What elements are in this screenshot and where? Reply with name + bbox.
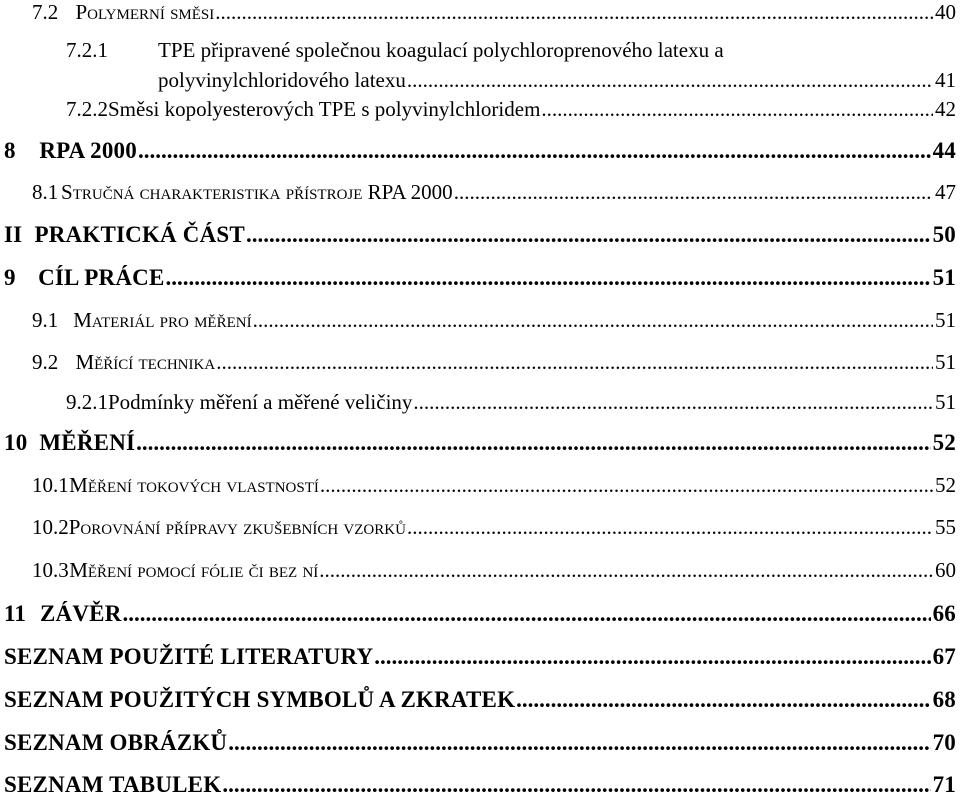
dot-leader xyxy=(319,558,933,583)
dot-leader xyxy=(320,473,933,498)
toc-title: PRAKTICKÁ ČÁST xyxy=(34,222,245,247)
toc-entry-10-2[interactable] xyxy=(0,515,956,549)
toc-entry-part-II[interactable] xyxy=(0,222,956,256)
dot-leader xyxy=(166,265,931,291)
dot-leader xyxy=(516,687,930,713)
toc-title: SEZNAM TABULEK xyxy=(4,772,222,797)
toc-title-continued: polyvinylchloridového latexu xyxy=(158,68,406,92)
dot-leader xyxy=(123,601,931,627)
toc-title: Směsi kopolyesterových TPE s polyvinylchloridem xyxy=(108,97,541,121)
toc-number: 10.3 xyxy=(32,558,69,582)
toc-page: 41 xyxy=(935,68,956,92)
toc-entry-7-2-2[interactable] xyxy=(0,97,956,131)
toc-number: 10.2 xyxy=(32,515,69,539)
toc-entry-8-1[interactable] xyxy=(0,180,956,214)
toc-title: Polymerní směsi xyxy=(75,0,215,24)
toc-title: CÍL PRÁCE xyxy=(38,265,165,290)
toc-title: MĚŘENÍ xyxy=(39,430,136,455)
toc-page: 42 xyxy=(935,97,956,121)
toc-page: 52 xyxy=(932,430,956,455)
toc-page: 47 xyxy=(935,180,956,204)
toc-page: 70 xyxy=(932,730,956,755)
toc-entry-10-1[interactable] xyxy=(0,473,956,507)
toc-entry-tables[interactable] xyxy=(0,772,956,806)
toc-title: Měřící technika xyxy=(75,350,216,374)
toc-title: ZÁVĚR xyxy=(40,601,122,626)
toc-number: 8 xyxy=(4,138,16,163)
dot-leader xyxy=(413,390,933,415)
toc-entry-figures[interactable] xyxy=(0,730,956,764)
toc-title: TPE připravené společnou koagulací polychloroprenového latexu a xyxy=(158,38,724,62)
toc-page: 51 xyxy=(935,308,956,332)
toc-entry-bibliography[interactable] xyxy=(0,644,956,678)
toc-entry-9-2-1[interactable] xyxy=(0,390,956,424)
toc-title: Materiál pro měření xyxy=(73,308,252,332)
toc-title: Měření tokových vlastností xyxy=(69,473,319,497)
toc-number: 9.2.1 xyxy=(66,390,108,414)
toc-number: 9 xyxy=(4,265,16,290)
toc-title: RPA 2000 xyxy=(39,138,137,163)
toc-entry-10[interactable] xyxy=(0,430,956,464)
dot-leader xyxy=(222,772,930,798)
toc-entry-7-2[interactable] xyxy=(0,0,956,34)
dot-leader xyxy=(228,730,930,756)
toc-title: Porovnání přípravy zkušebních vzorků xyxy=(68,515,406,539)
toc-number: 9.1 xyxy=(32,308,59,332)
toc-number: 7.2 xyxy=(32,0,59,24)
toc-number: 7.2.2 xyxy=(66,97,108,121)
dot-leader xyxy=(138,138,931,164)
toc-entry-10-3[interactable] xyxy=(0,558,956,592)
toc-page: 68 xyxy=(932,687,956,712)
toc-number: 8.1 xyxy=(32,180,59,204)
toc-entry-7-2-1-line1[interactable] xyxy=(0,38,956,72)
toc-page: 50 xyxy=(932,222,956,247)
toc-title: Stručná charakteristika přístroje RPA 2000 xyxy=(61,180,453,204)
toc-page: 66 xyxy=(932,601,956,626)
dot-leader xyxy=(374,644,930,670)
toc-entry-8[interactable] xyxy=(0,138,956,172)
toc-number: 10.1 xyxy=(32,473,69,497)
toc-title: SEZNAM OBRÁZKŮ xyxy=(4,730,228,755)
toc-number: 7.2.1 xyxy=(66,38,108,62)
dot-leader xyxy=(454,180,933,205)
dot-leader xyxy=(407,515,933,540)
toc-page: 51 xyxy=(935,390,956,414)
toc-page: 51 xyxy=(932,265,956,290)
toc-number: 9.2 xyxy=(32,350,59,374)
toc-number: 10 xyxy=(4,430,28,455)
dot-leader xyxy=(246,222,931,248)
dot-leader xyxy=(215,0,933,25)
toc-page: 55 xyxy=(935,515,956,539)
toc-entry-9-1[interactable] xyxy=(0,308,956,342)
toc-title: SEZNAM POUŽITÉ LITERATURY xyxy=(4,644,374,669)
dot-leader xyxy=(541,97,933,122)
toc-page: 67 xyxy=(932,644,956,669)
toc-page: 40 xyxy=(935,0,956,24)
toc-number: II xyxy=(4,222,23,247)
toc-page: 60 xyxy=(935,558,956,582)
toc-entry-symbols[interactable] xyxy=(0,687,956,721)
toc-title: SEZNAM POUŽITÝCH SYMBOLŮ A ZKRATEK xyxy=(4,687,516,712)
dot-leader xyxy=(253,308,933,333)
toc-page: 44 xyxy=(932,138,956,163)
toc-entry-9[interactable] xyxy=(0,265,956,299)
dot-leader xyxy=(216,350,933,375)
dot-leader xyxy=(407,68,933,93)
toc-page: 52 xyxy=(935,473,956,497)
toc-page: 71 xyxy=(932,772,956,797)
toc-title: Podmínky měření a měřené veličiny xyxy=(108,390,413,414)
dot-leader xyxy=(136,430,930,456)
toc-title: Měření pomocí fólie či bez ní xyxy=(69,558,319,582)
toc-number: 11 xyxy=(4,601,27,626)
toc-page: 51 xyxy=(935,350,956,374)
toc-entry-11[interactable] xyxy=(0,601,956,635)
toc-entry-9-2[interactable] xyxy=(0,350,956,384)
